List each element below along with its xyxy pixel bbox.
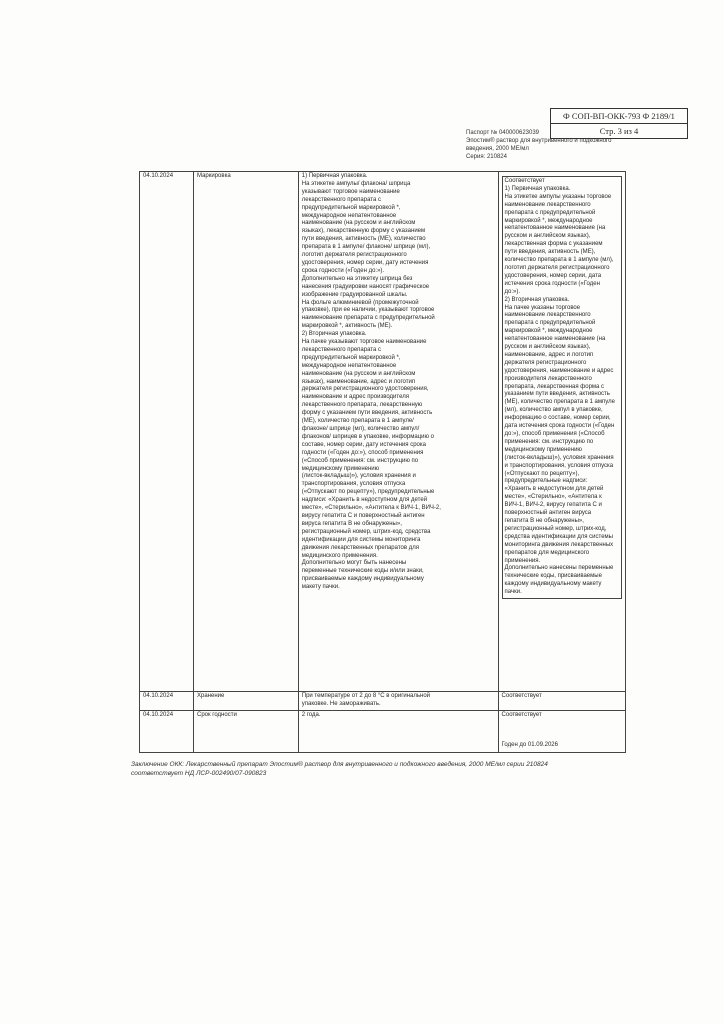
table-row: [140, 692, 626, 711]
form-code: Ф СОП-ВП-ОКК-793 Ф 2189/1: [563, 111, 675, 121]
indicator-name: Срок годности: [194, 710, 299, 752]
product-name: Эпостим® раствор для внутривенного и подкожного: [466, 138, 612, 144]
requirement-text: При температуре от 2 до 8 °С в оригинальной упаковке. Не замораживать.: [298, 692, 498, 711]
test-date: 04.10.2024: [140, 710, 194, 752]
passport-header: [466, 129, 611, 161]
test-date: 04.10.2024: [140, 172, 194, 692]
page-number: Стр. 3 из 4: [551, 123, 687, 138]
result-text: Соответствует: [501, 711, 542, 718]
table-row: [140, 172, 626, 692]
requirement-text: 2 года.: [298, 710, 498, 752]
result-text: Соответствует: [498, 692, 625, 711]
quality-table: [139, 171, 626, 753]
expiry-date: Годен до 01.09.2026: [501, 741, 558, 748]
table-row: [140, 710, 626, 752]
conclusion-text: Заключение ОКК: Лекарственный препарат Эпостим® раствор для внутривенного и подкожного введения, 2000 МЕ/мл серии 210824 соответствует НД ЛСР-002490/07-090823: [131, 761, 548, 777]
series-number: Серия: 210824: [466, 154, 507, 160]
result-cell: [498, 710, 625, 752]
indicator-name: Хранение: [194, 692, 299, 711]
requirement-text: 1) Первичная упаковка. На этикетке ампулы/ флакона/ шприца указывают торговое наименование лекарственного препарата с предупредительной маркировкой *, международное непатентованное наименование (на русском и английском языках), лекарственную форму с указанием пути введения, активность (МЕ), количество препарата в 1 ампуле/ флаконе/ шприце (мл), логотип держателя регистрационного удостоверения, номер серии, дату истечения срока годности («Годен до:»). Дополнительно на этикетку шприца без нанесения градуировки наносят графическое изображение градуированной шкалы. На фольге алюминиевой (промежуточной упаковке), при ее наличии, указывают торговое наименование препарата с предупредительной маркировкой *, активность (МЕ). 2) Вторичная упаковка. На пачке указывают торговое наименование лекарственного препарата с предупредительной маркировкой *, международное непатентованное наименование (на русском и английском языках), наименование, адрес и логотип держателя регистрационного удостоверения, наименование и адрес производителя лекарственного препарата, лекарственную форму с указанием пути введения, активность (МЕ), количество препарата в 1 ампуле/ флаконе/ шприце (мл), количество ампул/ флаконов/ шприцев в упаковке, информацию о составе, номер серии, дату истечения срока годности («Годен до:»), способ применения («Способ применения: см. инструкцию по медицинскому применению (листок-вкладыш)»), условия хранения и транспортирования, условия отпуска («Отпускают по рецепту»), предупредительные надписи: «Хранить в недоступном для детей месте», «Стерильно», «Антитела к ВИЧ-1, ВИЧ-2, вирусу гепатита С и поверхностный антиген вируса гепатита В не обнаружены», регистрационный номер, штрих-код, средства идентификации для системы мониторинга движения лекарственных препаратов для медицинского применения. Дополнительно могут быть нанесены переменные технические коды и/или знаки, присваиваемые каждому индивидуальному макету пачки.: [298, 172, 498, 692]
result-cell: [498, 172, 625, 692]
test-date: 04.10.2024: [140, 692, 194, 711]
indicator-name: Маркировка: [194, 172, 299, 692]
passport-number: Паспорт № 040000623039: [466, 130, 540, 136]
product-name-cont: введения, 2000 МЕ/мл: [466, 146, 529, 152]
result-text: Соответствует 1) Первичная упаковка. На этикетке ампулы указаны торговое наименование лекарственного препарата с предупредительной маркировкой *, международное непатентованное наименование (на русском и английском языках), лекарственная форма с указанием пути введения, активность (МЕ), количество препарата в 1 ампуле (мл), логотип держателя регистрационного удостоверения, номер серии, дата истечения срока годности («Годен до:»). 2) Вторичная упаковка. На пачке указаны торговое наименование лекарственного препарата с предупредительной маркировкой *, международное непатентованное наименование (на русском и английском языках), наименование, адрес и логотип держателя регистрационного удостоверения, наименование и адрес производителя лекарственного препарата, лекарственная форма с указанием пути введения, активность (МЕ), количество препарата в 1 ампуле (мл), количество ампул в упаковке, информацию о составе, номер серии, дата истечения срока годности («Годен до:»), способ применения («Способ применения: см. инструкцию по медицинскому применению (листок-вкладыш)»), условия хранения и транспортирования, условия отпуска («Отпускают по рецепту»), предупредительные надписи: «Хранить в недоступном для детей месте», «Стерильно», «Антитела к ВИЧ-1, ВИЧ-2, вирусу гепатита С и поверхностный антиген вируса гепатита В не обнаружены», регистрационный номер, штрих-код, средства идентификации для системы мониторинга движения лекарственных препаратов для медицинского применения. Дополнительно нанесены переменные технические коды, присваиваемые каждому индивидуальному макету пачки.: [502, 176, 622, 599]
